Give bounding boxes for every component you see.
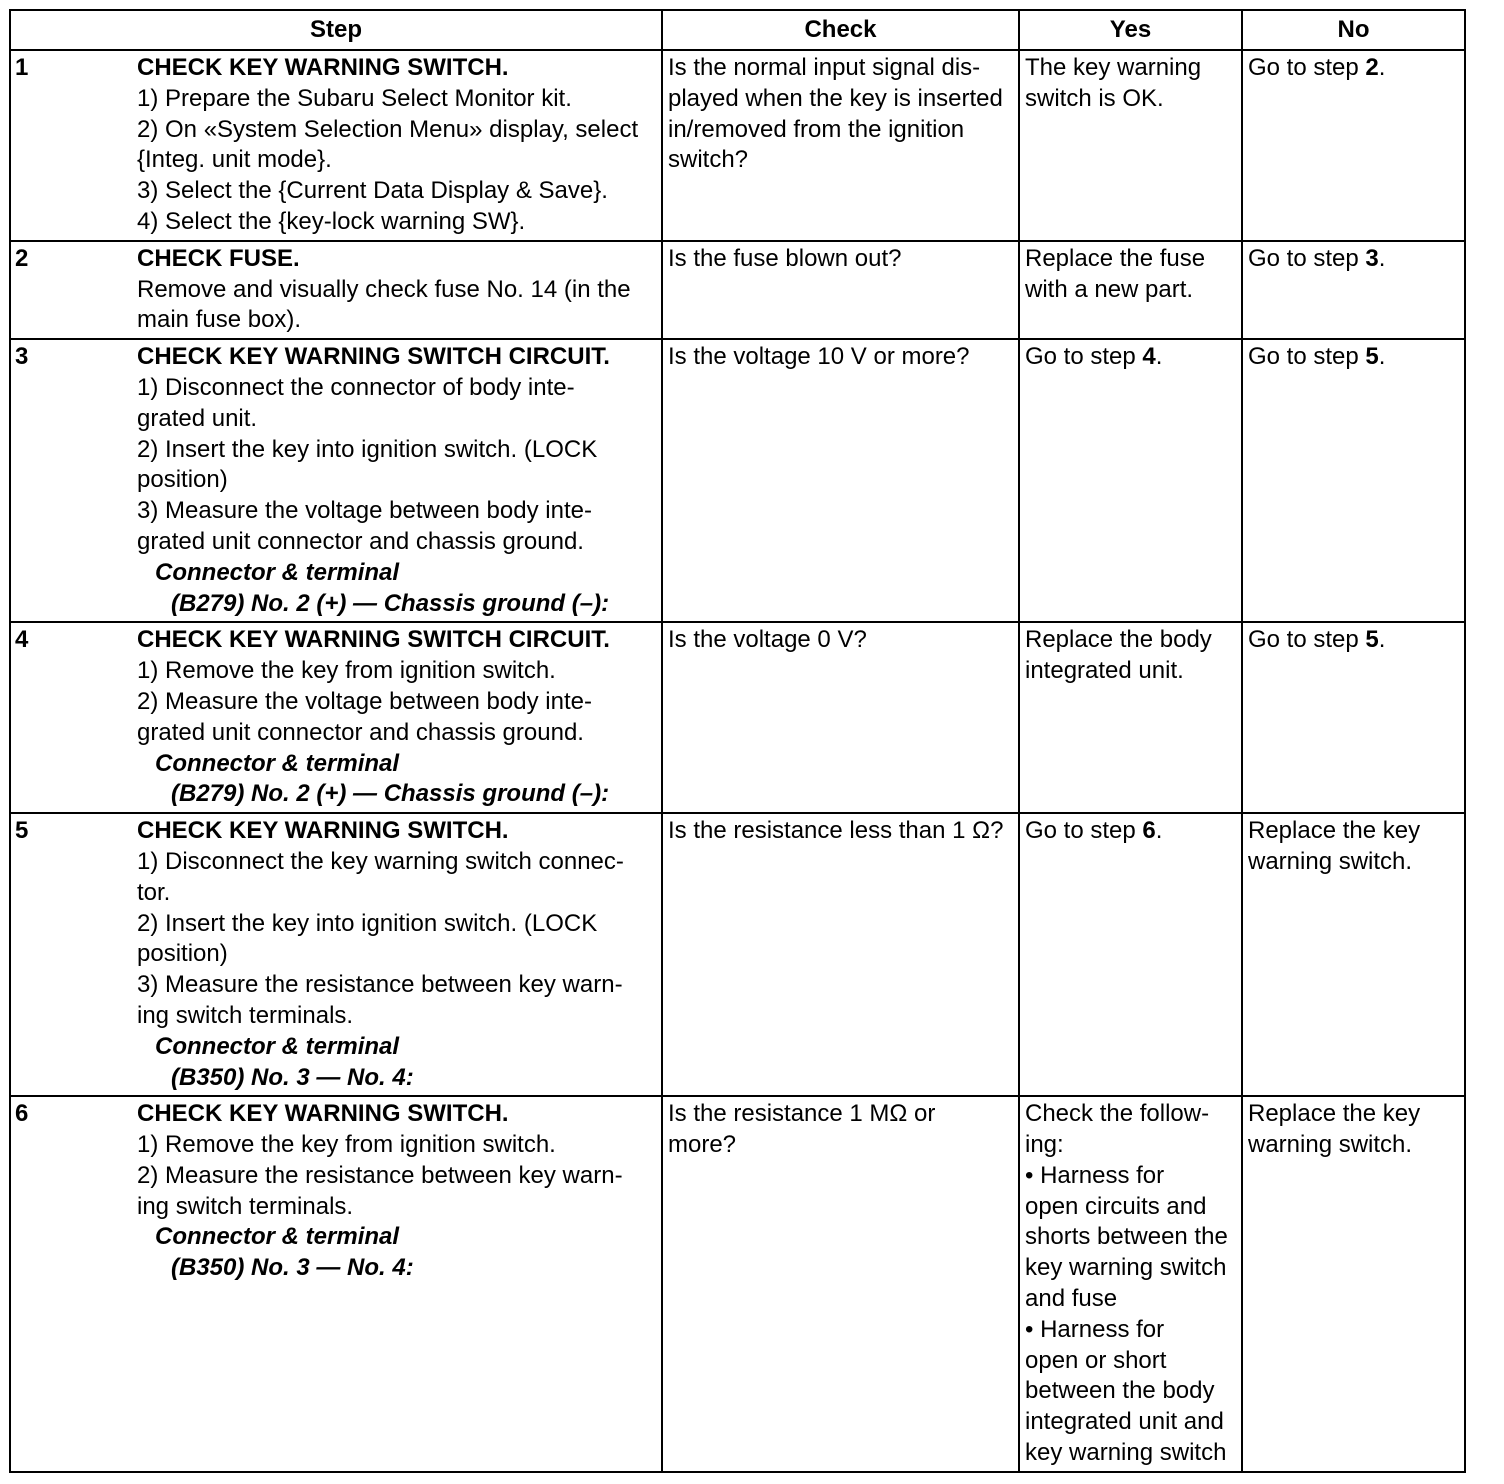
connector-label: Connector & terminal	[155, 1223, 400, 1251]
header-row	[10, 10, 1465, 50]
yes-step-ref: 4	[1142, 343, 1156, 371]
connector-label: Connector & terminal	[155, 558, 400, 586]
yes-cell: Replace the body integrated unit.	[1019, 622, 1242, 813]
yes-cell	[1019, 339, 1242, 622]
diagnostic-table	[9, 9, 1466, 1473]
yes-cell: The key warning switch is OK.	[1019, 50, 1242, 241]
no-end: .	[1378, 343, 1386, 371]
connector-terminal-spec: (B279) No. 2 (+) — Chassis ground (–):	[171, 589, 610, 617]
step-title: CHECK KEY WARNING SWITCH.	[137, 817, 509, 845]
step-instructions: Remove and visually check fuse No. 14 (in the main fuse box).	[137, 275, 631, 334]
no-cell	[1242, 339, 1465, 622]
connector-label: Connector & terminal	[155, 749, 400, 777]
header-yes: Yes	[1019, 10, 1242, 50]
step-instructions: 1) Disconnect the key warning switch connec- tor. 2) Insert the key into ignition switch. (LOCK position) 3) Measure the resistance between key warn- ing switch terminals.	[137, 847, 624, 1029]
step-number: 6	[15, 1100, 29, 1128]
no-cell	[1242, 622, 1465, 813]
step-cell	[10, 1096, 662, 1472]
header-step: Step	[10, 10, 662, 50]
step-instructions: 1) Disconnect the connector of body inte- grated unit. 2) Insert the key into ignition switch. (LOCK position) 3) Measure the voltage between body inte- grated unit connector and chassis ground.	[137, 373, 598, 555]
yes-text: Go to step	[1025, 817, 1143, 845]
no-text: Go to step	[1248, 244, 1366, 272]
step-title: CHECK KEY WARNING SWITCH.	[137, 54, 509, 81]
no-end: .	[1378, 54, 1386, 81]
no-text: Go to step	[1248, 54, 1366, 81]
no-cell	[1242, 50, 1465, 241]
step-cell	[10, 50, 662, 241]
step-title: CHECK FUSE.	[137, 244, 300, 272]
yes-end: .	[1155, 343, 1163, 371]
step-number: 5	[15, 817, 29, 845]
table-row	[10, 1096, 1465, 1472]
no-step-ref: 2	[1365, 54, 1379, 81]
step-number: 4	[15, 626, 29, 654]
step-cell	[10, 339, 662, 622]
no-step-ref: 5	[1365, 343, 1379, 371]
yes-cell: Check the follow- ing: • Harness for open circuits and shorts between the key warning switch and fuse • Harness for open or short between the body integrated unit and key warning switch	[1019, 1096, 1242, 1472]
header-check: Check	[662, 10, 1019, 50]
table-row	[10, 241, 1465, 339]
yes-cell	[1019, 813, 1242, 1096]
step-title: CHECK KEY WARNING SWITCH CIRCUIT.	[137, 626, 610, 654]
connector-terminal-spec: (B350) No. 3 — No. 4:	[171, 1254, 414, 1282]
yes-end: .	[1155, 817, 1163, 845]
connector-terminal-spec: (B350) No. 3 — No. 4:	[171, 1063, 414, 1091]
step-cell	[10, 813, 662, 1096]
yes-cell: Replace the fuse with a new part.	[1019, 241, 1242, 339]
step-cell	[10, 622, 662, 813]
no-end: .	[1378, 626, 1386, 654]
step-number: 1	[15, 54, 29, 81]
connector-terminal-spec: (B279) No. 2 (+) — Chassis ground (–):	[171, 780, 610, 808]
check-cell: Is the resistance less than 1 Ω?	[662, 813, 1019, 1096]
no-cell: Replace the key warning switch.	[1242, 813, 1465, 1096]
step-title: CHECK KEY WARNING SWITCH CIRCUIT.	[137, 343, 610, 371]
table-row	[10, 50, 1465, 241]
step-instructions: 1) Remove the key from ignition switch. 2) Measure the resistance between key warn- ing switch terminals.	[137, 1131, 623, 1220]
step-instructions: 1) Remove the key from ignition switch. 2) Measure the voltage between body inte- grated unit connector and chassis ground.	[137, 657, 592, 746]
check-cell: Is the fuse blown out?	[662, 241, 1019, 339]
no-cell: Replace the key warning switch.	[1242, 1096, 1465, 1472]
yes-step-ref: 6	[1142, 817, 1156, 845]
table-row	[10, 339, 1465, 622]
no-cell	[1242, 241, 1465, 339]
step-number: 2	[15, 244, 29, 272]
no-step-ref: 3	[1365, 244, 1379, 272]
connector-label: Connector & terminal	[155, 1032, 400, 1060]
check-cell: Is the normal input signal dis- played when the key is inserted in/removed from the ignition switch?	[662, 50, 1019, 241]
no-text: Go to step	[1248, 626, 1366, 654]
step-title: CHECK KEY WARNING SWITCH.	[137, 1100, 509, 1128]
no-step-ref: 5	[1365, 626, 1379, 654]
no-text: Go to step	[1248, 343, 1366, 371]
check-cell: Is the voltage 0 V?	[662, 622, 1019, 813]
no-end: .	[1378, 244, 1386, 272]
header-no: No	[1242, 10, 1465, 50]
step-number: 3	[15, 343, 29, 371]
yes-text: Go to step	[1025, 343, 1143, 371]
step-instructions: 1) Prepare the Subaru Select Monitor kit. 2) On «System Selection Menu» display, select {Integ. unit mode}. 3) Select the {Current Data Display & Save}. 4) Select the {key-lock warning SW}.	[137, 84, 639, 235]
check-cell: Is the voltage 10 V or more?	[662, 339, 1019, 622]
table-row	[10, 813, 1465, 1096]
step-cell	[10, 241, 662, 339]
check-cell: Is the resistance 1 MΩ or more?	[662, 1096, 1019, 1472]
table-row	[10, 622, 1465, 813]
